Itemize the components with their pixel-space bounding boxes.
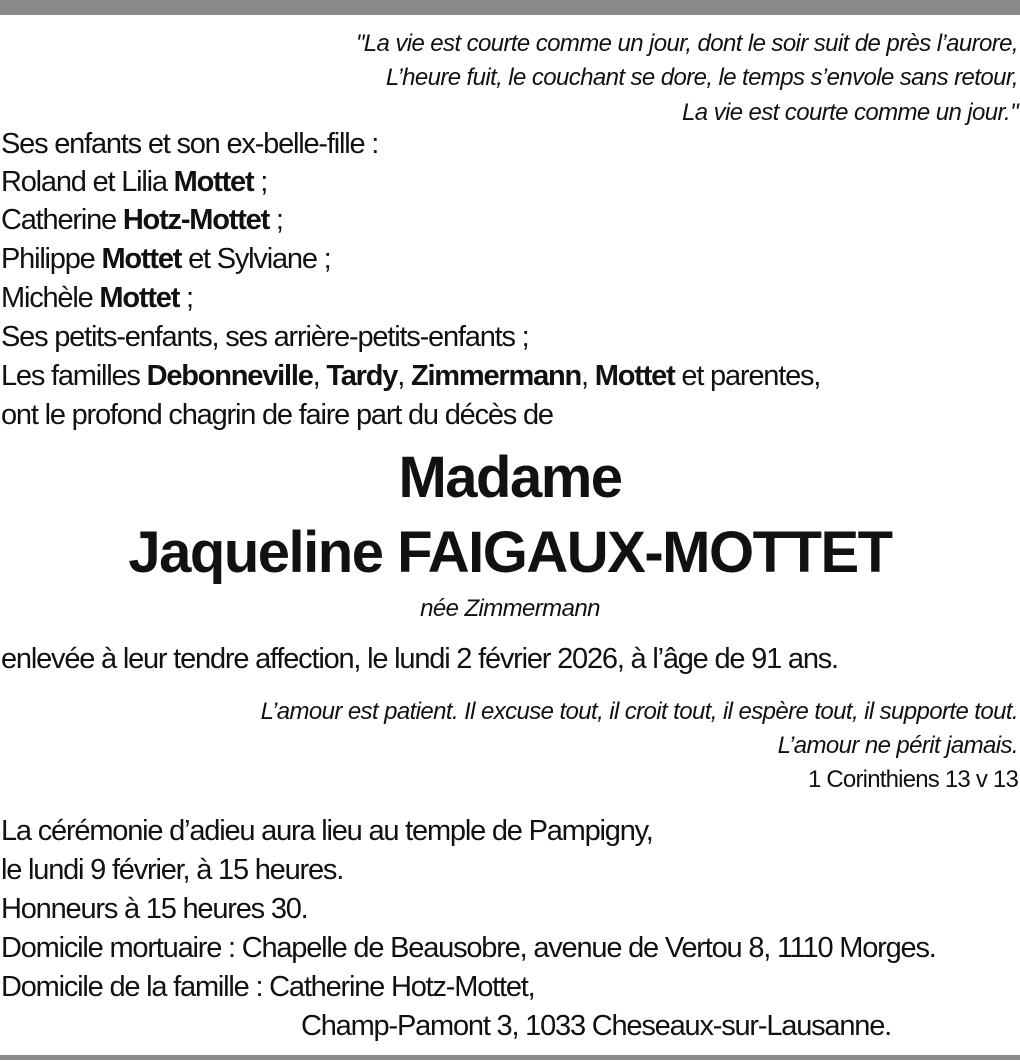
family-line-grandchildren: Ses petits-enfants, ses arrière-petits-enfants ; bbox=[1, 321, 529, 353]
verse-line-2: L’amour ne périt jamais. bbox=[777, 732, 1018, 759]
family-line-philippe: Philippe Mottet et Sylviane ; bbox=[1, 243, 331, 275]
deceased-maiden-name: née Zimmermann bbox=[420, 595, 600, 622]
deceased-name: Jaqueline FAIGAUX-MOTTET bbox=[128, 520, 892, 585]
ceremony-line-1: La cérémonie d’adieu aura lieu au temple de Pampigny, bbox=[1, 815, 653, 847]
epigraph-line-2: L’heure fuit, le couchant se dore, le temps s’envole sans retour, bbox=[385, 64, 1018, 91]
family-line-roland: Roland et Lilia Mottet ; bbox=[1, 166, 268, 198]
family-line-michele: Michèle Mottet ; bbox=[1, 282, 193, 314]
ceremony-line-3: Honneurs à 15 heures 30. bbox=[1, 893, 308, 925]
family-intro: Ses enfants et son ex-belle-fille : bbox=[1, 128, 379, 160]
family-line-catherine: Catherine Hotz-Mottet ; bbox=[1, 204, 283, 236]
family-line-families: Les familles Debonneville, Tardy, Zimmermann, Mottet et parentes, bbox=[1, 360, 821, 392]
verse-reference: 1 Corinthiens 13 v 13 bbox=[807, 766, 1018, 793]
ceremony-line-6: Champ-Pamont 3, 1033 Cheseaux-sur-Lausanne. bbox=[301, 1010, 891, 1042]
epigraph-line-1: "La vie est courte comme un jour, dont le soir suit de près l’aurore, bbox=[355, 30, 1018, 57]
ceremony-line-2: le lundi 9 février, à 15 heures. bbox=[1, 854, 344, 886]
top-frame-bar bbox=[0, 0, 1020, 15]
deceased-title: Madame bbox=[398, 445, 622, 510]
bottom-frame-bar bbox=[0, 1055, 1020, 1060]
epigraph-line-3: La vie est courte comme un jour." bbox=[682, 99, 1018, 126]
ceremony-line-5: Domicile de la famille : Catherine Hotz-Mottet, bbox=[1, 971, 535, 1003]
family-announcement: ont le profond chagrin de faire part du décès de bbox=[1, 399, 553, 431]
verse-line-1: L’amour est patient. Il excuse tout, il croit tout, il espère tout, il supporte tout. bbox=[260, 698, 1018, 725]
ceremony-line-4: Domicile mortuaire : Chapelle de Beausobre, avenue de Vertou 8, 1110 Morges. bbox=[1, 932, 936, 964]
passing-statement: enlevée à leur tendre affection, le lundi 2 février 2026, à l’âge de 91 ans. bbox=[1, 643, 838, 675]
